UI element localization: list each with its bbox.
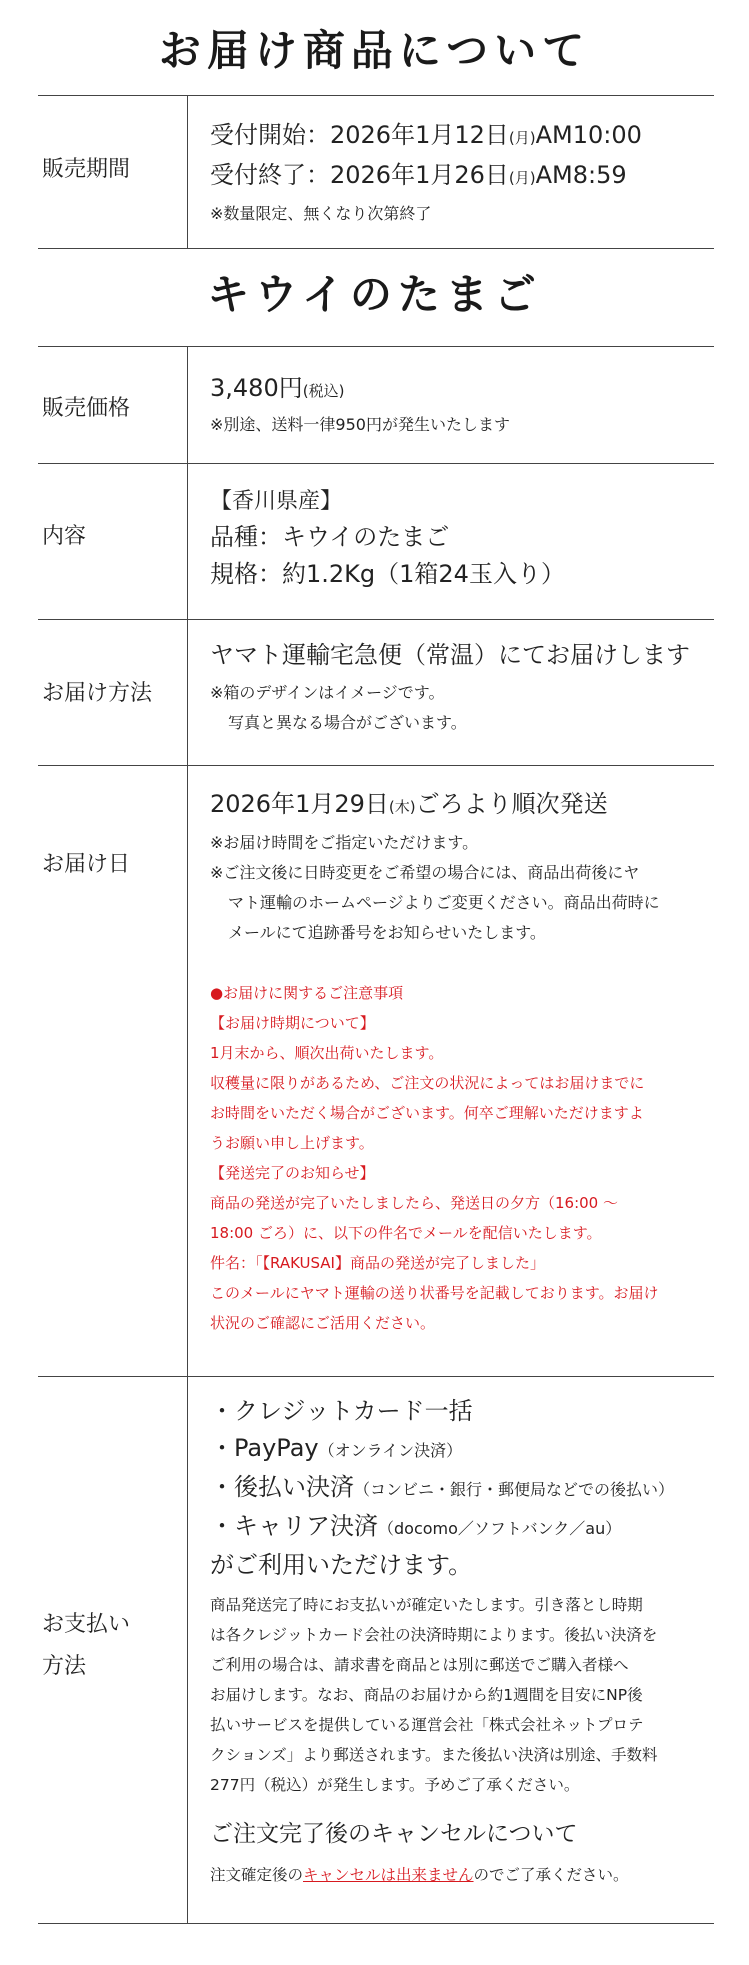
payment-body-line: は各クレジットカード会社の決済時期によります。後払い決済を bbox=[210, 1626, 658, 1644]
caution-title: ●お届けに関するご注意事項 bbox=[210, 984, 404, 1002]
payment-label: お支払い 方法 bbox=[42, 1612, 131, 1679]
payment-available: がご利用いただけます。 bbox=[210, 1551, 473, 1579]
spacer bbox=[210, 948, 710, 978]
payment-body-line: ご利用の場合は、請求書を商品とは別に郵送でご購入者様へ bbox=[210, 1656, 629, 1674]
column-divider bbox=[187, 95, 188, 248]
divider bbox=[38, 619, 714, 620]
payment-method-credit: ・クレジットカード一括 bbox=[210, 1397, 473, 1425]
time-note: ※お届け時間をご指定いただけます。 bbox=[210, 833, 479, 852]
sale-note: ※数量限定、無くなり次第終了 bbox=[210, 204, 432, 223]
divider bbox=[38, 248, 714, 249]
page-title: お届け商品について bbox=[158, 26, 591, 75]
payment-method-paypay: ・PayPay（オンライン決済） bbox=[210, 1434, 463, 1462]
payment-body-line: クションズ」より郵送されます。また後払い決済は別途、手数料 bbox=[210, 1746, 658, 1764]
contents-label: 内容 bbox=[42, 524, 87, 549]
spec: 規格：約1.2Kg（1箱24玉入り） bbox=[210, 560, 565, 588]
column-divider bbox=[187, 619, 188, 765]
caution-line: 【お届け時期について】 bbox=[210, 1014, 375, 1032]
sale-period-cell bbox=[210, 117, 710, 229]
change-note: マト運輸のホームページよりご変更ください。商品出荷時に bbox=[228, 893, 660, 912]
divider bbox=[38, 346, 714, 347]
payment-cell bbox=[210, 1393, 710, 1890]
cancel-text: 注文確定後のキャンセルは出来ませんのでご了承ください。 bbox=[210, 1866, 629, 1884]
column-divider bbox=[187, 1376, 188, 1923]
change-note: ※ご注文後に日時変更をご希望の場合には、商品出荷後にヤ bbox=[210, 863, 640, 882]
variety: 品種：キウイのたまご bbox=[210, 523, 450, 551]
product-name: キウイのたまご bbox=[207, 270, 542, 319]
cancel-link[interactable]: キャンセルは出来ません bbox=[303, 1866, 474, 1884]
contents-cell bbox=[210, 485, 710, 593]
delivery-date-main: 2026年1月29日(木)ごろより順次発送 bbox=[210, 790, 608, 818]
payment-method-deferred: ・後払い決済（コンビニ・銀行・郵便局などでの後払い） bbox=[210, 1473, 675, 1501]
caution-line: 状況のご確認にご活用ください。 bbox=[210, 1314, 436, 1332]
divider bbox=[38, 1376, 714, 1377]
caution-line: 商品の発送が完了いたしましたら、発送日の夕方（16:00 ～ bbox=[210, 1194, 618, 1212]
caution-line: 18:00 ごろ）に、以下の件名でメールを配信いたします。 bbox=[210, 1224, 602, 1242]
payment-body-line: 払いサービスを提供している運営会社「株式会社ネットプロテ bbox=[210, 1716, 644, 1734]
caution-line: このメールにヤマト運輸の送り状番号を記載しております。お届け bbox=[210, 1284, 659, 1302]
sale-end: 受付終了：2026年1月26日(月)AM8:59 bbox=[210, 161, 627, 189]
price-label: 販売価格 bbox=[42, 396, 131, 421]
origin: 【香川県産】 bbox=[210, 489, 343, 514]
photo-note: 写真と異なる場合がございます。 bbox=[228, 713, 467, 732]
payment-body-line: 商品発送完了時にお支払いが確定いたします。引き落とし時期 bbox=[210, 1596, 643, 1614]
divider bbox=[38, 765, 714, 766]
delivery-method-label: お届け方法 bbox=[42, 681, 153, 706]
price-cell bbox=[210, 370, 710, 440]
box-design-note: ※箱のデザインはイメージです。 bbox=[210, 683, 445, 702]
divider bbox=[38, 463, 714, 464]
caution-line: 1月末から、順次出荷いたします。 bbox=[210, 1044, 444, 1062]
sale-period-label: 販売期間 bbox=[42, 157, 131, 182]
sale-start: 受付開始：2026年1月12日(月)AM10:00 bbox=[210, 121, 642, 149]
caution-line: お時間をいただく場合がございます。何卒ご理解いただけますよ bbox=[210, 1104, 644, 1122]
change-note: メールにて追跡番号をお知らせいたします。 bbox=[228, 923, 546, 942]
price-amount: 3,480円(税込) bbox=[210, 374, 345, 402]
column-divider bbox=[187, 765, 188, 1376]
column-divider bbox=[187, 463, 188, 619]
divider bbox=[38, 1923, 714, 1924]
caution-line: うお願い申し上げます。 bbox=[210, 1134, 374, 1152]
caution-line: 収穫量に限りがあるため、ご注文の状況によってはお届けまでに bbox=[210, 1074, 645, 1092]
divider bbox=[38, 95, 714, 96]
payment-method-carrier: ・キャリア決済（docomo／ソフトバンク／au） bbox=[210, 1512, 622, 1540]
payment-body-line: お届けします。なお、商品のお届けから約1週間を目安にNP後 bbox=[210, 1686, 643, 1704]
delivery-method-main: ヤマト運輸宅急便（常温）にてお届けします bbox=[210, 641, 690, 669]
caution-line: 件名：「【RAKUSAI】商品の発送が完了しました」 bbox=[210, 1254, 545, 1272]
delivery-date-cell bbox=[210, 786, 710, 1338]
caution-line: 【発送完了のお知らせ】 bbox=[210, 1164, 375, 1182]
payment-body-line: 277円（税込）が発生します。予めご了承ください。 bbox=[210, 1776, 580, 1794]
delivery-date-label: お届け日 bbox=[42, 852, 131, 877]
column-divider bbox=[187, 346, 188, 463]
delivery-method-cell bbox=[210, 637, 710, 738]
spacer bbox=[210, 1800, 710, 1816]
cancel-heading: ご注文完了後のキャンセルについて bbox=[210, 1821, 578, 1847]
shipping-note: ※別途、送料一律950円が発生いたします bbox=[210, 415, 510, 434]
